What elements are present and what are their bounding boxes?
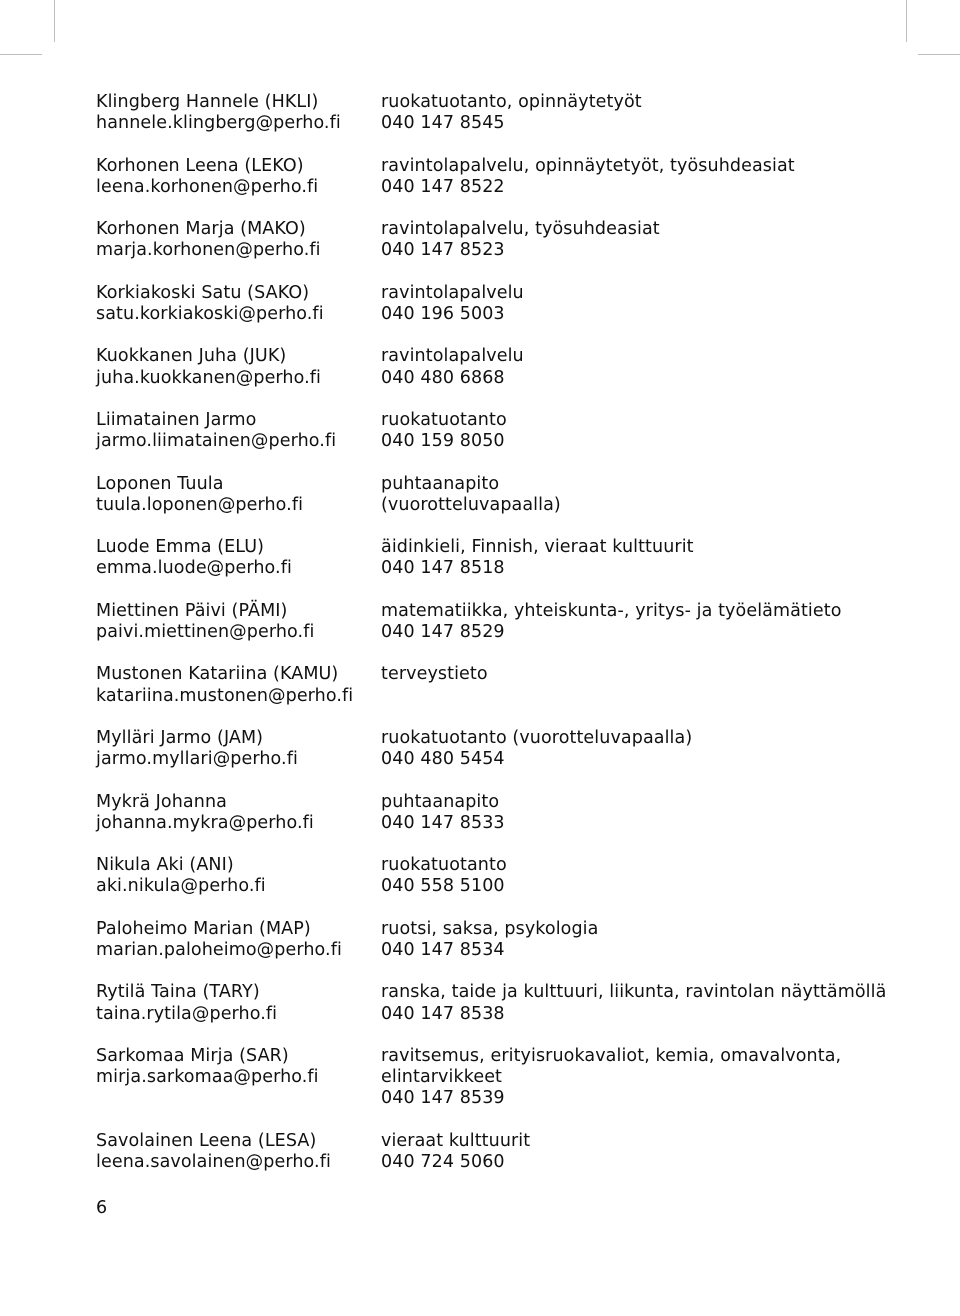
details-column xyxy=(381,919,896,961)
person-name: Klingberg Hannele (HKLI) xyxy=(96,92,319,112)
person-name: Mykrä Johanna xyxy=(96,791,227,812)
subject-line: ruotsi, saksa, psykologia xyxy=(381,918,599,939)
subject-line: äidinkieli, Finnish, vieraat kulttuurit xyxy=(381,537,694,558)
email-address: katariina.mustonen@perho.fi xyxy=(96,685,354,706)
person-name: Korhonen Leena (LEKO) xyxy=(96,155,304,176)
person-name: Luode Emma (ELU) xyxy=(96,537,265,558)
phone-number: 040 159 8050 xyxy=(381,431,505,452)
status-note: (vuorotteluvapaalla) xyxy=(381,494,561,515)
directory-entry xyxy=(96,1046,896,1110)
phone-number: 040 147 8529 xyxy=(381,621,505,642)
contact-column xyxy=(96,1131,381,1173)
details-column xyxy=(381,1131,896,1173)
directory-entry xyxy=(96,792,896,834)
person-name: Korhonen Marja (MAKO) xyxy=(96,219,306,240)
phone-number: 040 196 5003 xyxy=(381,303,505,324)
directory-entry xyxy=(96,601,896,643)
person-name: Mustonen Katariina (KAMU) xyxy=(96,664,339,685)
details-column xyxy=(381,410,896,452)
subject-line: ranska, taide ja kulttuuri, liikunta, ravintolan näyttämöllä xyxy=(381,982,887,1003)
directory-entry xyxy=(96,919,896,961)
phone-number: 040 147 8522 xyxy=(381,176,505,197)
phone-number: 040 147 8533 xyxy=(381,812,505,833)
person-name: Paloheimo Marian (MAP) xyxy=(96,918,311,939)
directory-entry xyxy=(96,156,896,198)
subject-line: ruokatuotanto, opinnäytetyöt xyxy=(381,92,642,112)
contact-column xyxy=(96,855,381,897)
person-name: Sarkomaa Mirja (SAR) xyxy=(96,1045,289,1066)
contact-column xyxy=(96,792,381,834)
email-address: marian.paloheimo@perho.fi xyxy=(96,939,342,960)
directory-entry xyxy=(96,664,896,706)
subject-line: terveystieto xyxy=(381,664,488,685)
directory-entry xyxy=(96,855,896,897)
email-address: paivi.miettinen@perho.fi xyxy=(96,621,315,642)
directory-entry xyxy=(96,474,896,516)
directory-entry xyxy=(96,410,896,452)
details-column xyxy=(381,92,896,134)
person-name: Korkiakoski Satu (SAKO) xyxy=(96,282,310,303)
directory-entry xyxy=(96,982,896,1024)
directory-entry xyxy=(96,346,896,388)
crop-mark xyxy=(54,0,55,42)
phone-number: 040 147 8518 xyxy=(381,558,505,579)
phone-number: 040 147 8545 xyxy=(381,113,505,134)
email-address: emma.luode@perho.fi xyxy=(96,558,292,579)
contact-column xyxy=(96,219,381,261)
crop-mark xyxy=(906,0,907,42)
email-address: jarmo.myllari@perho.fi xyxy=(96,749,298,770)
details-column xyxy=(381,601,896,643)
crop-mark xyxy=(918,54,960,55)
page-number: 6 xyxy=(96,1198,108,1218)
person-name: Savolainen Leena (LESA) xyxy=(96,1130,317,1151)
details-column xyxy=(381,283,896,325)
subject-line-continued: elintarvikkeet xyxy=(381,1067,503,1088)
contact-column xyxy=(96,982,381,1024)
phone-number: 040 147 8534 xyxy=(381,939,505,960)
email-address: hannele.klingberg@perho.fi xyxy=(96,113,341,134)
phone-number: 040 480 5454 xyxy=(381,749,505,770)
email-address: leena.korhonen@perho.fi xyxy=(96,176,319,197)
contact-column xyxy=(96,92,381,134)
phone-number: 040 558 5100 xyxy=(381,876,505,897)
contact-column xyxy=(96,728,381,770)
details-column xyxy=(381,474,896,516)
subject-line: ruokatuotanto xyxy=(381,855,507,876)
directory-entry xyxy=(96,1131,896,1173)
person-name: Mylläri Jarmo (JAM) xyxy=(96,727,264,748)
subject-line: vieraat kulttuurit xyxy=(381,1130,531,1151)
email-address: juha.kuokkanen@perho.fi xyxy=(96,367,321,388)
staff-directory xyxy=(96,92,896,1194)
contact-column xyxy=(96,537,381,579)
phone-number: 040 480 6868 xyxy=(381,367,505,388)
directory-entry xyxy=(96,537,896,579)
subject-line: ravintolapalvelu xyxy=(381,282,524,303)
subject-line: ruokatuotanto xyxy=(381,409,507,430)
email-address: leena.savolainen@perho.fi xyxy=(96,1151,331,1172)
phone-number: 040 147 8538 xyxy=(381,1003,505,1024)
email-address: jarmo.liimatainen@perho.fi xyxy=(96,431,337,452)
details-column xyxy=(381,792,896,834)
email-address: marja.korhonen@perho.fi xyxy=(96,240,321,261)
details-column xyxy=(381,1046,896,1110)
details-column xyxy=(381,664,896,706)
contact-column xyxy=(96,346,381,388)
details-column xyxy=(381,346,896,388)
crop-mark xyxy=(0,54,42,55)
contact-column xyxy=(96,283,381,325)
person-name: Liimatainen Jarmo xyxy=(96,409,257,430)
contact-column xyxy=(96,1046,381,1110)
contact-column xyxy=(96,156,381,198)
details-column xyxy=(381,982,896,1024)
subject-line: ravintolapalvelu xyxy=(381,346,524,367)
details-column xyxy=(381,156,896,198)
contact-column xyxy=(96,664,381,706)
contact-column xyxy=(96,410,381,452)
subject-line: ravintolapalvelu, työsuhdeasiat xyxy=(381,219,660,240)
details-column xyxy=(381,219,896,261)
person-name: Kuokkanen Juha (JUK) xyxy=(96,346,287,367)
phone-number: 040 147 8523 xyxy=(381,240,505,261)
directory-entry xyxy=(96,219,896,261)
person-name: Loponen Tuula xyxy=(96,473,224,494)
email-address: taina.rytila@perho.fi xyxy=(96,1003,278,1024)
subject-line: ravitsemus, erityisruokavaliot, kemia, omavalvonta, xyxy=(381,1045,842,1066)
subject-line: ravintolapalvelu, opinnäytetyöt, työsuhdeasiat xyxy=(381,155,795,176)
email-address: mirja.sarkomaa@perho.fi xyxy=(96,1067,319,1088)
email-address: johanna.mykra@perho.fi xyxy=(96,812,314,833)
subject-line: ruokatuotanto (vuorotteluvapaalla) xyxy=(381,727,693,748)
phone-number: 040 724 5060 xyxy=(381,1151,505,1172)
directory-entry xyxy=(96,283,896,325)
person-name: Miettinen Päivi (PÄMI) xyxy=(96,600,288,621)
subject-line: puhtaanapito xyxy=(381,473,500,494)
person-name: Rytilä Taina (TARY) xyxy=(96,982,260,1003)
person-name: Nikula Aki (ANI) xyxy=(96,855,234,876)
email-address: aki.nikula@perho.fi xyxy=(96,876,266,897)
directory-entry xyxy=(96,728,896,770)
email-address: tuula.loponen@perho.fi xyxy=(96,494,304,515)
contact-column xyxy=(96,474,381,516)
email-address: satu.korkiakoski@perho.fi xyxy=(96,303,324,324)
contact-column xyxy=(96,919,381,961)
details-column xyxy=(381,855,896,897)
contact-column xyxy=(96,601,381,643)
details-column xyxy=(381,537,896,579)
directory-entry xyxy=(96,92,896,134)
details-column xyxy=(381,728,896,770)
subject-line: puhtaanapito xyxy=(381,791,500,812)
subject-line: matematiikka, yhteiskunta-, yritys- ja työelämätieto xyxy=(381,600,842,621)
phone-number: 040 147 8539 xyxy=(381,1088,505,1109)
